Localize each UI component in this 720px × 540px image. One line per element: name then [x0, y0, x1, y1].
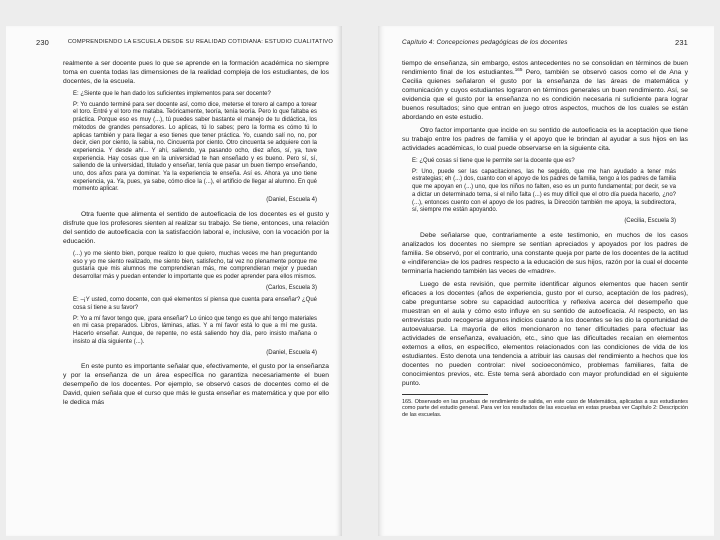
paragraph [402, 59, 688, 122]
left-text-column [63, 59, 329, 407]
paragraph: Otra fuente que alimenta el sentido de autoeficacia de los docentes es el gusto y disfrute que los profesores sienten al realizar su trabajo. Se tiene, entonces, una relación del sentido de autoeficacia con la satisfacción laboral e, inclusive, con la vocación por la educación. [63, 210, 329, 245]
quote-question: E: –¡Y usted, como docente, con qué elementos sí piensa que cuenta para enseñar? ¿Qué cosa sí tiene a su favor? [73, 297, 317, 312]
interview-quote [63, 297, 329, 357]
quote-answer: P: Uno, puede ser las capacitaciones, las he seguido, que me han ayudado a tener más estrategias; eh (...) dos, cuanto con el apoyo de los padres de familia, tengo a los padres de familia que me apoyan en (...) uno, que los niños no falten, eso es un punto fundamental; por decir, se va a dictar un determinado tema, si el niño falta (...) es muy difícil que el otro día pueda hacerlo, ¿no? (...), entonces cuento con el apoyo de los padres, la Dirección también me apoya, la subdirectora, sí, siempre me están apoyando. [412, 168, 676, 214]
left-header [36, 36, 333, 48]
footnote-marker[interactable]: 165 [514, 66, 523, 72]
paragraph: realmente a ser docente pues lo que se aprende en la formación académica no siempre toma en cuenta todas las dimensiones de la realidad compleja de los estudiantes, de los docentes, de la escuela. [63, 60, 329, 85]
quote-source: (Carlos, Escuela 3) [265, 284, 317, 291]
paragraph: Otro factor importante que incide en su sentido de autoeficacia es la aceptación que tiene su trabajo entre los padres de familia y el apoyo que le brindan al ayudar a sus hijos en las actividades académicas, lo cual puede observarse en la siguiente cita. [402, 127, 688, 152]
interview-quote [63, 251, 329, 293]
right-running-head: Capítulo 4: Concepciones pedagógicas de los docentes [402, 38, 568, 46]
paragraph: Luego de esta revisión, que permite identificar algunos elementos que hacen sentir eficaces a los docentes (años de experiencia, gusto por el curso, aceptación de los padres), cabe preguntarse sobre su capacidad autocrítica y reflexiva acerca del desempeño que muestran en el aula y cómo esto influye en su sentido de autoeficacia. Al respecto, en las entrevistas pudo recogerse algunos indicios cuando a los docentes se les dio la oportunidad de autoevaluarse. La mayoría de ellos mencionaron no tener dificultades para efectuar las actividades de enseñanza, evaluación, etc., sino que las dificultades recaían en elementos externos a ellos, en específico, elementos relacionados con las condiciones de vida de los estudiantes. Esto denota una tendencia a atribuir las causas del rendimiento a hechos que los docentes no pueden controlar: nivel socioeconómico, problemas familiares, falta de conocimientos previos, etc. Este tema será abordado con mayor profundidad en el siguiente punto. [402, 280, 688, 387]
quote-answer: P: Yo cuando terminé para ser docente así, como dice, meterse el torero al campo a torear el toro. Entré y el toro me mataba. Teóricamente, teoría, tenía teoría. Pero lo que faltaba es práctica. Porque eso es muy (...), tú puedes saber bastante el manejo de tu didáctica, los métodos de grandes pensadores. Lo aplicas, tú lo sabes; pero la forma es cómo tú lo aplicas también y para llegar a eso tienes que tener práctica. Yo, cuando salí no, no, por decir, cien por ciento, la sabía, no. Cincuenta por ciento. Otro cincuenta se adquiere con la experiencia. Y desde ahí... Y ahí, saliendo, ya pasando ocho, diez años, sí, ya, tuve experiencia. Hay cosas que en la universidad te han enseñado y es bueno. Pero sí, sí, saliendo de la universidad, titulado y enseñar, tenía que pasar un buen tiempo enseñando, uno, dos años para ya dominar. Ya la experiencia te enseña. Así es. Ahora ya uno tiene experiencia, ya. Ya, pues, ya sabe, cómo dice la (...), el artificio de llegar al alumno. En qué momento aplicar. [73, 101, 317, 193]
footnote-divider [402, 394, 488, 395]
quote-question: E: ¿Qué cosas sí tiene que le permite ser la docente que es? [412, 158, 575, 164]
quote-answer: (...) yo me siento bien, porque realizo lo que quiero, muchas veces me han preguntando eso y yo me siento realizado, me siento bien, satisfecho, tal vez no plenamente porque me gustaría que mis alumnos me comprendieran más, me comprendieran mejor y puedan desarrollar más y puedan entender lo importante que es poder aprender para ellos mismos. [73, 250, 317, 280]
quote-answer: P: Yo a mí favor tengo que, ¡para enseñar? Lo único que tengo es que ahí tengo materiales en mi casa preparados. Libros, láminas, atlas. Y a mí favor está lo que a mí me gusta. Hacerlo enseñar. Aunque, de repente, no está saliendo hoy día, pero insisto mañana o insisto al día siguiente (...). [73, 315, 317, 345]
left-running-head: COMPRENDIENDO LA ESCUELA DESDE SU REALIDAD COTIDIANA: ESTUDIO CUALITATIVO [67, 39, 333, 45]
interview-quote [402, 158, 688, 226]
paragraph-text: Pero, también se observó casos como el de Ana y Cecilia quienes señalaron el gusto por la enseñanza de las áreas de matemática y comunicación y cuyos estudiantes lograron en términos generales un buen rendimiento. Así, se evidencia que el gusto por la enseñanza no es condición necesaria ni suficiente para lograr buenos resultados; sino que entran en juego otros aspectos, muchos de los cuales se están abordando en este estudio. [402, 69, 688, 121]
quote-question: E: ¿Siente que le han dado los suficientes implementos para ser docente? [73, 91, 271, 97]
quote-source: (Daniel, Escuela 4) [266, 197, 317, 204]
interview-quote [63, 91, 329, 205]
footnote-number: 165. [402, 398, 413, 405]
left-page-number: 230 [36, 37, 49, 47]
right-text-column [402, 59, 688, 419]
paragraph-text: tiempo de enseñanza, sin embargo, estos antecedentes no se consolidan en términos de buen rendimiento final de los estudiantes. [402, 60, 688, 76]
footnote [402, 399, 688, 419]
right-page-number: 231 [675, 37, 688, 47]
quote-source: (Daniel, Escuela 4) [266, 349, 317, 356]
right-header [402, 36, 688, 48]
quote-source: (Cecilia, Escuela 3) [624, 217, 676, 224]
paragraph: Debe señalarse que, contrariamente a este testimonio, en muchos de los casos analizados los docentes no siempre se sentían apreciados y apoyados por los padres de familia. Se observó, por el contrario, una constante queja por parte de los docentes de la actitud e «indiferencia» de los padres respecto a la educación de sus hijos, razón por la cual el docente terminaría haciendo también las veces de «madre». [402, 231, 688, 275]
footnote-text: Observado en las pruebas de rendimiento de salida, en este caso de Matemática, aplicadas a sus estudiantes como parte del estudio general. Para ver los resultados de las escuelas en estas pruebas ver Capítulo 2: Descripción de las escuelas. [402, 398, 688, 419]
paragraph: En este punto es importante señalar que, efectivamente, el gusto por la enseñanza y por la enseñanza de un área específica no garantiza necesariamente el buen desempeño de los docentes. Por ejemplo, se observó casos de docentes como el de David, quien señala que el curso que más le gusta enseñar es matemática y que por ello le dedica más [63, 363, 329, 407]
